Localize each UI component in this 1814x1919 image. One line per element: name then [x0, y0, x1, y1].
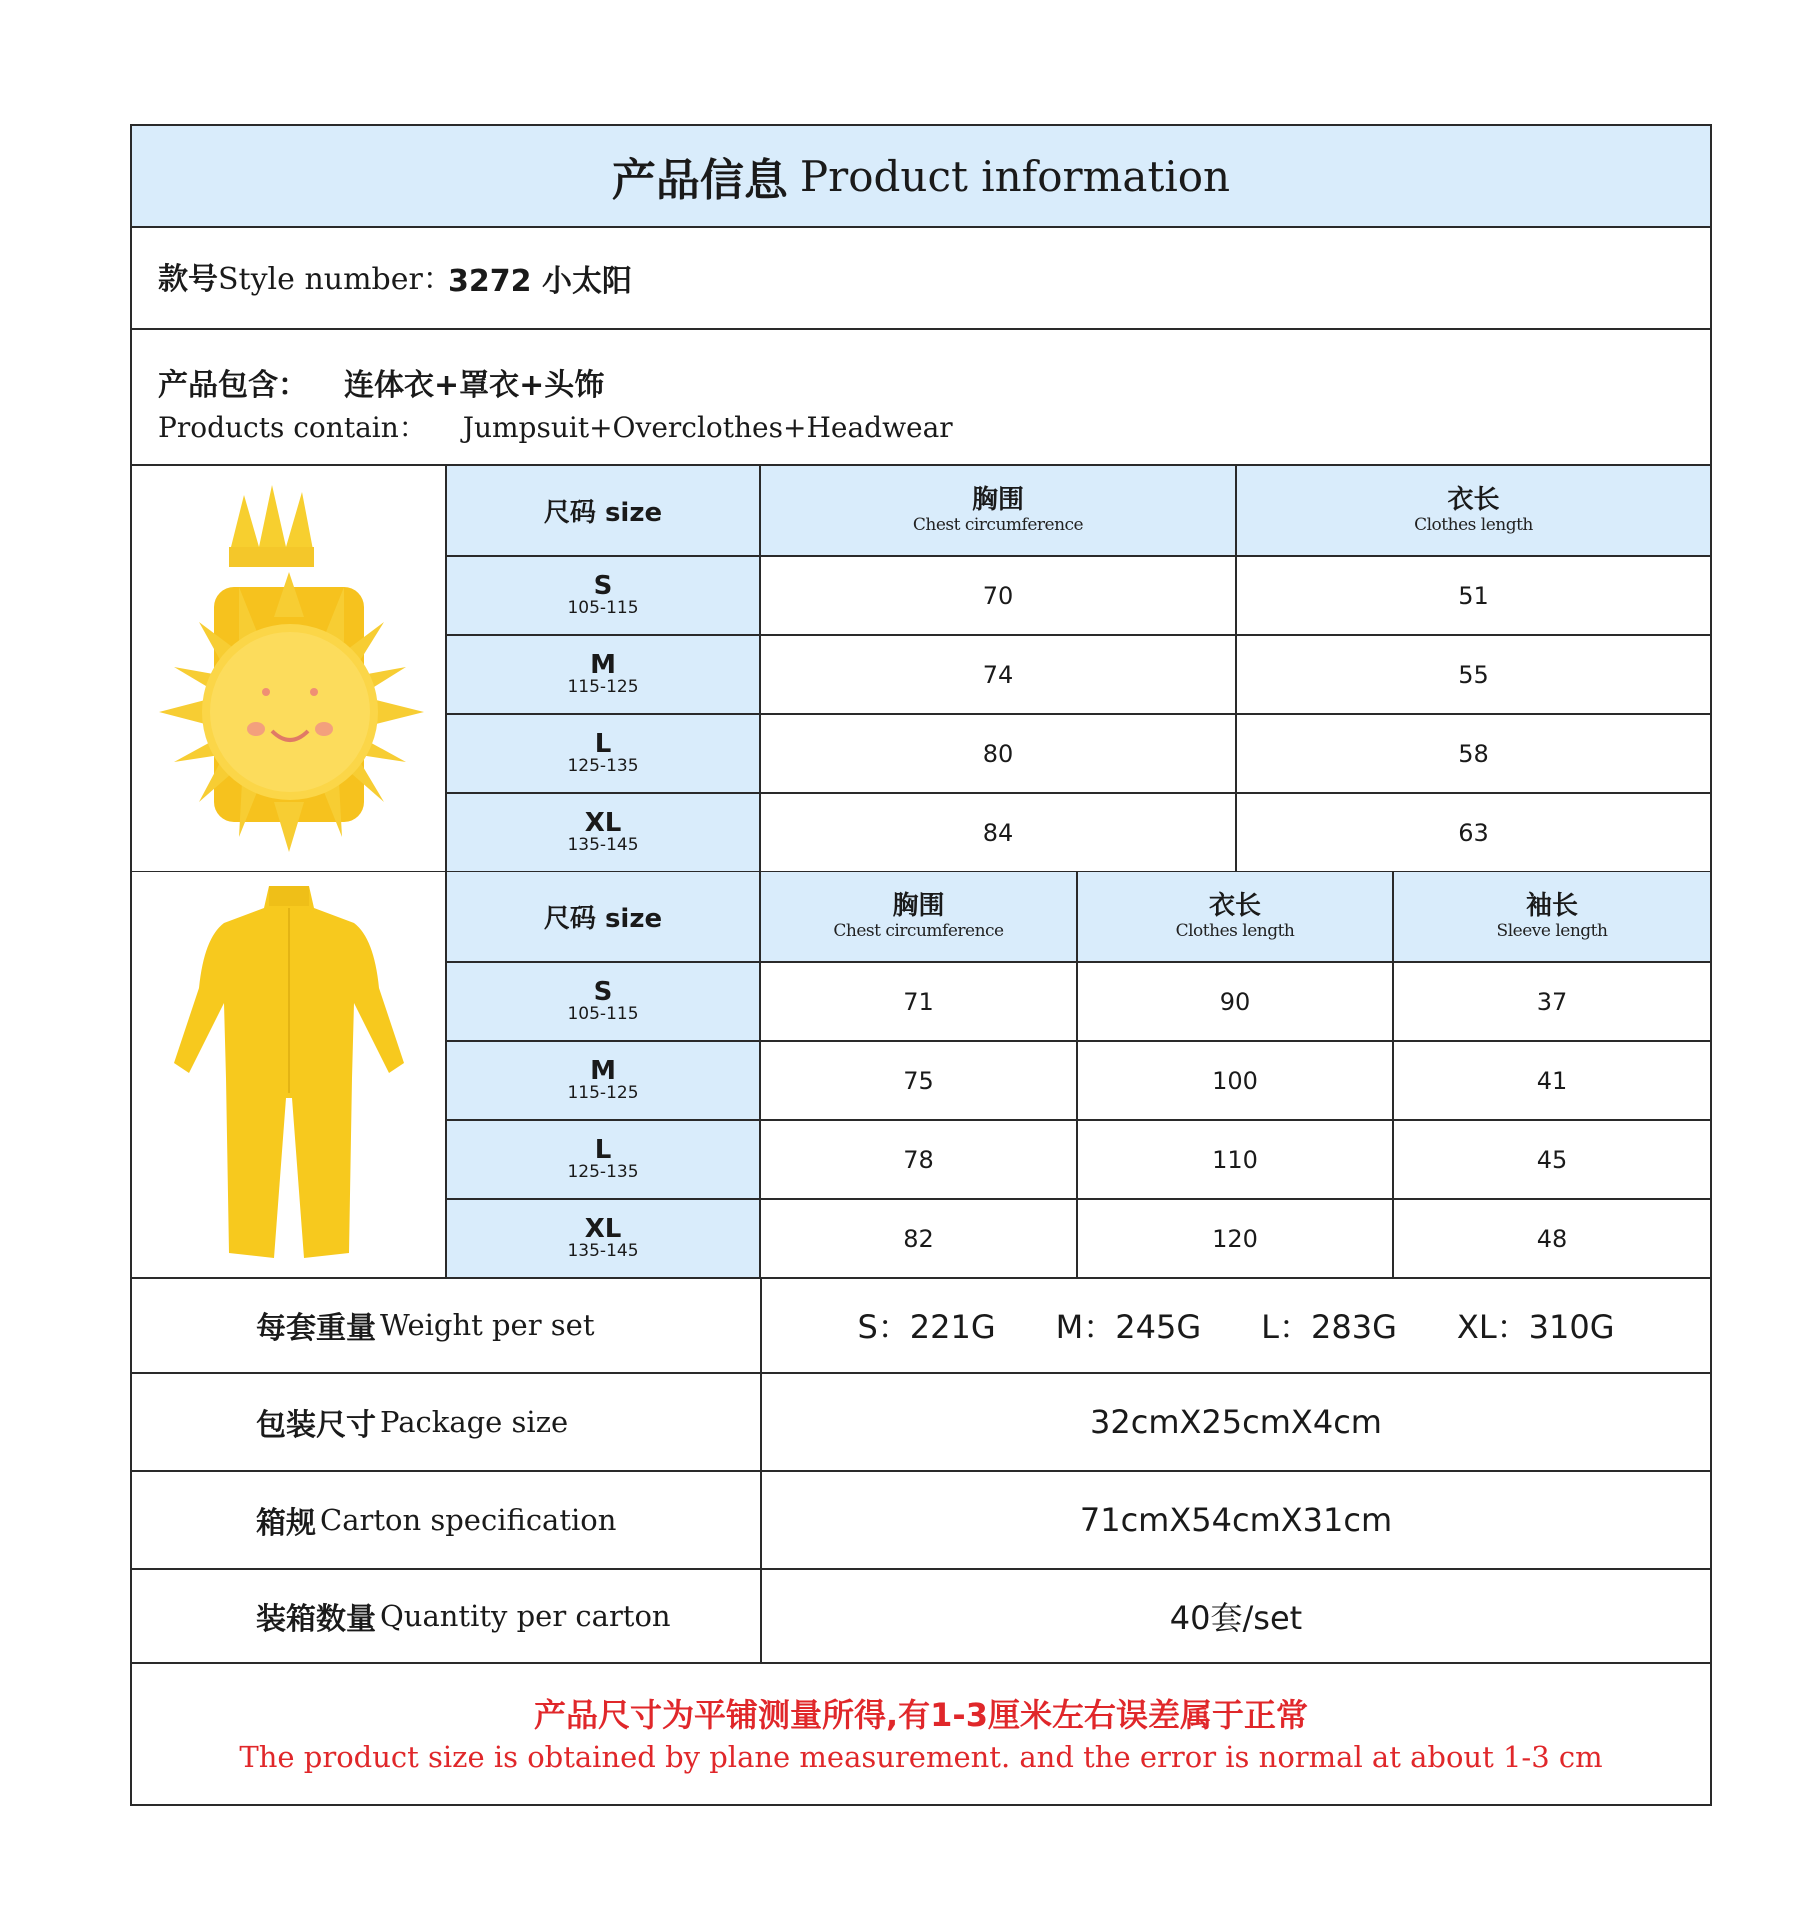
style-number-label [158, 254, 453, 298]
header-chest-en: Chest circumference [912, 514, 1084, 535]
size-cell [446, 1120, 760, 1199]
jumpsuit-illustration [164, 878, 414, 1268]
quantity-label [256, 1570, 671, 1662]
size-code: XL [584, 808, 622, 839]
quantity-row [132, 1570, 1710, 1664]
header-sleeve-cn: 袖长 [1525, 891, 1578, 922]
quantity-label-cn: 装箱数量 [256, 1602, 376, 1637]
size-range: 135-145 [567, 1241, 639, 1262]
weight-xl: XL：310G [1456, 1308, 1615, 1346]
title-cn: 产品信息 [611, 155, 788, 206]
length-value: 100 [1077, 1041, 1393, 1120]
quantity-value: 40套/set [1169, 1599, 1303, 1637]
carton-row [132, 1472, 1710, 1570]
chest-value: 84 [760, 793, 1236, 872]
sleeve-value: 41 [1393, 1041, 1710, 1120]
title-en: Product information [799, 151, 1231, 201]
weight-label-cn: 每套重量 [256, 1311, 376, 1346]
header-chest-cn: 胸围 [971, 485, 1024, 516]
length-value: 58 [1236, 714, 1710, 793]
size-code: L [594, 729, 612, 760]
header-chest-cn: 胸围 [892, 891, 945, 922]
header-length [1077, 872, 1393, 962]
size-code: XL [584, 1214, 622, 1245]
package-label-cn: 包装尺寸 [256, 1408, 376, 1443]
sleeve-value: 48 [1393, 1199, 1710, 1278]
size-cell [446, 556, 760, 635]
header-sleeve-en: Sleeve length [1496, 920, 1608, 941]
package-label [256, 1374, 568, 1470]
header-length-cn: 衣长 [1208, 891, 1261, 922]
size-code: M [590, 650, 616, 681]
style-label-en: Style number： [218, 262, 453, 297]
weight-label-en: Weight per set [380, 1308, 595, 1342]
size-cell [446, 1041, 760, 1120]
size-range: 135-145 [567, 835, 639, 856]
header-size [446, 872, 760, 962]
header-length-cn: 衣长 [1447, 485, 1500, 516]
size-cell [446, 1199, 760, 1278]
size-code: S [593, 571, 613, 602]
sun-costume-illustration [144, 477, 434, 857]
sleeve-value: 37 [1393, 962, 1710, 1041]
weight-l: L：283G [1261, 1308, 1397, 1346]
length-value: 110 [1077, 1120, 1393, 1199]
note-cn: 产品尺寸为平铺测量所得,有1-3厘米左右误差属于正常 [534, 1696, 1308, 1734]
contents-row [132, 330, 1710, 466]
size-range: 115-125 [567, 1083, 639, 1104]
header-length [1236, 466, 1710, 556]
size-cell [446, 635, 760, 714]
measurement-note [132, 1662, 1710, 1804]
weight-m: M：245G [1055, 1308, 1202, 1346]
chest-value: 71 [760, 962, 1077, 1041]
package-value: 32cmX25cmX4cm [1090, 1403, 1382, 1441]
chest-value: 80 [760, 714, 1236, 793]
carton-label [256, 1472, 616, 1568]
header-size-label: 尺码 size [543, 904, 663, 934]
size-cell [446, 962, 760, 1041]
sleeve-value: 45 [1393, 1120, 1710, 1199]
header-length-en: Clothes length [1175, 920, 1295, 941]
contents-cn [158, 360, 604, 404]
length-value: 90 [1077, 962, 1393, 1041]
carton-label-en: Carton specification [320, 1503, 617, 1537]
length-value: 55 [1236, 635, 1710, 714]
size-range: 125-135 [567, 756, 639, 777]
size-code: S [593, 977, 613, 1008]
size-cell [446, 793, 760, 872]
package-label-en: Package size [380, 1405, 569, 1439]
size-table-overclothes [132, 466, 1710, 873]
header-length-en: Clothes length [1414, 514, 1533, 535]
weight-values [762, 1278, 1710, 1372]
contents-label-en: Products contain： [158, 411, 427, 444]
size-range: 105-115 [567, 598, 639, 619]
chest-value: 78 [760, 1120, 1077, 1199]
size-range: 125-135 [567, 1162, 639, 1183]
header-sleeve [1393, 872, 1710, 962]
package-row [132, 1374, 1710, 1472]
chest-value: 70 [760, 556, 1236, 635]
chest-value: 74 [760, 635, 1236, 714]
style-label-cn: 款号 [158, 262, 218, 297]
size-table-jumpsuit [132, 872, 1710, 1279]
size-code: L [594, 1135, 612, 1166]
title-row [132, 126, 1710, 228]
jumpsuit-image [132, 872, 446, 1278]
header-chest [760, 466, 1236, 556]
contents-value-cn: 连体衣+罩衣+头饰 [344, 368, 605, 403]
quantity-label-en: Quantity per carton [380, 1599, 671, 1633]
contents-en [158, 406, 953, 446]
chest-value: 75 [760, 1041, 1077, 1120]
overclothes-image [132, 466, 446, 872]
header-size [446, 466, 760, 556]
style-number-value: 3272 小太阳 [448, 264, 632, 299]
header-size-label: 尺码 size [543, 498, 663, 528]
length-value: 120 [1077, 1199, 1393, 1278]
crown-headwear [229, 485, 314, 567]
size-range: 105-115 [567, 1004, 639, 1025]
chest-value: 82 [760, 1199, 1077, 1278]
length-value: 51 [1236, 556, 1710, 635]
product-info-sheet [130, 124, 1712, 1806]
weight-label [256, 1278, 595, 1372]
carton-value: 71cmX54cmX31cm [1079, 1501, 1393, 1539]
size-range: 115-125 [567, 677, 639, 698]
header-chest [760, 872, 1077, 962]
contents-label-cn: 产品包含： [158, 368, 308, 403]
length-value: 63 [1236, 793, 1710, 872]
size-cell [446, 714, 760, 793]
size-code: M [590, 1056, 616, 1087]
weight-row [132, 1278, 1710, 1374]
header-chest-en: Chest circumference [833, 920, 1004, 941]
note-en: The product size is obtained by plane measurement. and the error is normal at about 1-3 cm [239, 1740, 1603, 1774]
style-number-row [132, 228, 1710, 330]
contents-value-en: Jumpsuit+Overclothes+Headwear [462, 411, 953, 444]
carton-label-cn: 箱规 [256, 1506, 316, 1541]
weight-s: S：221G [857, 1308, 996, 1346]
